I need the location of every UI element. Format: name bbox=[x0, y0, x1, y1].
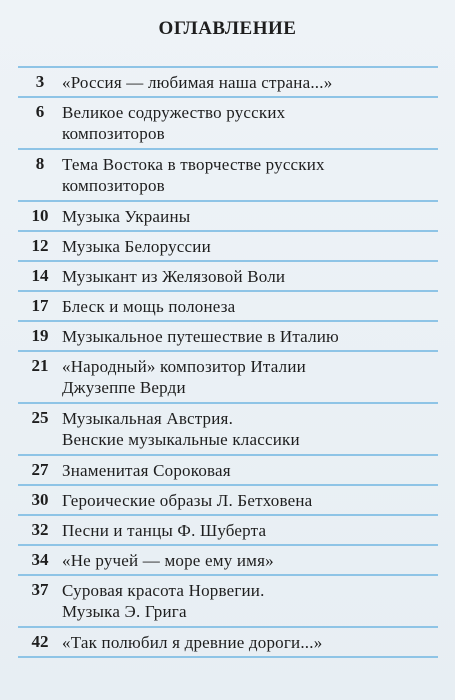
toc-entry bbox=[18, 202, 438, 232]
toc-entry bbox=[18, 404, 438, 456]
table-of-contents bbox=[18, 66, 438, 658]
toc-entry-title: Знаменитая Сороковая bbox=[62, 461, 231, 480]
toc-entry-title: «Народный» композитор Италии Джузеппе Верди bbox=[62, 357, 306, 397]
toc-page-number: 3 bbox=[35, 72, 45, 91]
toc-page-number: 8 bbox=[35, 154, 45, 173]
toc-entry bbox=[18, 98, 438, 150]
toc-entry-title: «Россия — любимая наша страна...» bbox=[62, 73, 333, 92]
toc-entry-title: «Так полюбил я древние дороги...» bbox=[62, 633, 323, 652]
toc-page-number: 32 bbox=[31, 520, 49, 539]
toc-entry bbox=[18, 628, 438, 658]
toc-entry bbox=[18, 352, 438, 404]
toc-entry bbox=[18, 546, 438, 576]
toc-entry-title: Блеск и мощь полонеза bbox=[62, 297, 236, 316]
toc-page-number: 17 bbox=[31, 296, 49, 315]
toc-entry-title: Великое содружество русских композиторов bbox=[62, 103, 286, 143]
toc-entry-title: Музыкант из Желязовой Воли bbox=[62, 267, 286, 286]
toc-entry bbox=[18, 68, 438, 98]
toc-entry-title: Песни и танцы Ф. Шуберта bbox=[62, 521, 267, 540]
toc-entry bbox=[18, 232, 438, 262]
toc-entry-title: Музыка Белоруссии bbox=[62, 237, 211, 256]
toc-entry-title: Музыкальное путешествие в Италию bbox=[62, 327, 339, 346]
toc-page-number: 12 bbox=[31, 236, 49, 255]
toc-entry bbox=[18, 322, 438, 352]
toc-entry bbox=[18, 486, 438, 516]
toc-page-number: 37 bbox=[31, 580, 49, 599]
toc-page-number: 30 bbox=[31, 490, 49, 509]
toc-entry-title: Музыка Украины bbox=[62, 207, 191, 226]
toc-entry-title: «Не ручей — море ему имя» bbox=[62, 551, 274, 570]
toc-entry bbox=[18, 576, 438, 628]
toc-entry bbox=[18, 516, 438, 546]
toc-entry bbox=[18, 292, 438, 322]
toc-entry-title: Тема Востока в творчестве русских композиторов bbox=[62, 155, 325, 195]
toc-entry-title: Суровая красота Норвегии. Музыка Э. Грига bbox=[62, 581, 265, 621]
toc-page-number: 21 bbox=[31, 356, 49, 375]
toc-page-number: 42 bbox=[31, 632, 49, 651]
toc-page-number: 10 bbox=[31, 206, 49, 225]
toc-page-number: 14 bbox=[31, 266, 49, 285]
toc-entry bbox=[18, 262, 438, 292]
toc-page-number: 27 bbox=[31, 460, 49, 479]
page-title: ОГЛАВЛЕНИЕ bbox=[158, 18, 297, 39]
toc-page-number: 25 bbox=[31, 408, 49, 427]
toc-entry-title: Музыкальная Австрия. Венские музыкальные классики bbox=[62, 409, 300, 449]
toc-page-number: 34 bbox=[31, 550, 49, 569]
toc-entry bbox=[18, 150, 438, 202]
toc-entry-title: Героические образы Л. Бетховена bbox=[62, 491, 313, 510]
toc-page-number: 19 bbox=[31, 326, 49, 345]
toc-entry bbox=[18, 456, 438, 486]
toc-page-number: 6 bbox=[35, 102, 45, 121]
